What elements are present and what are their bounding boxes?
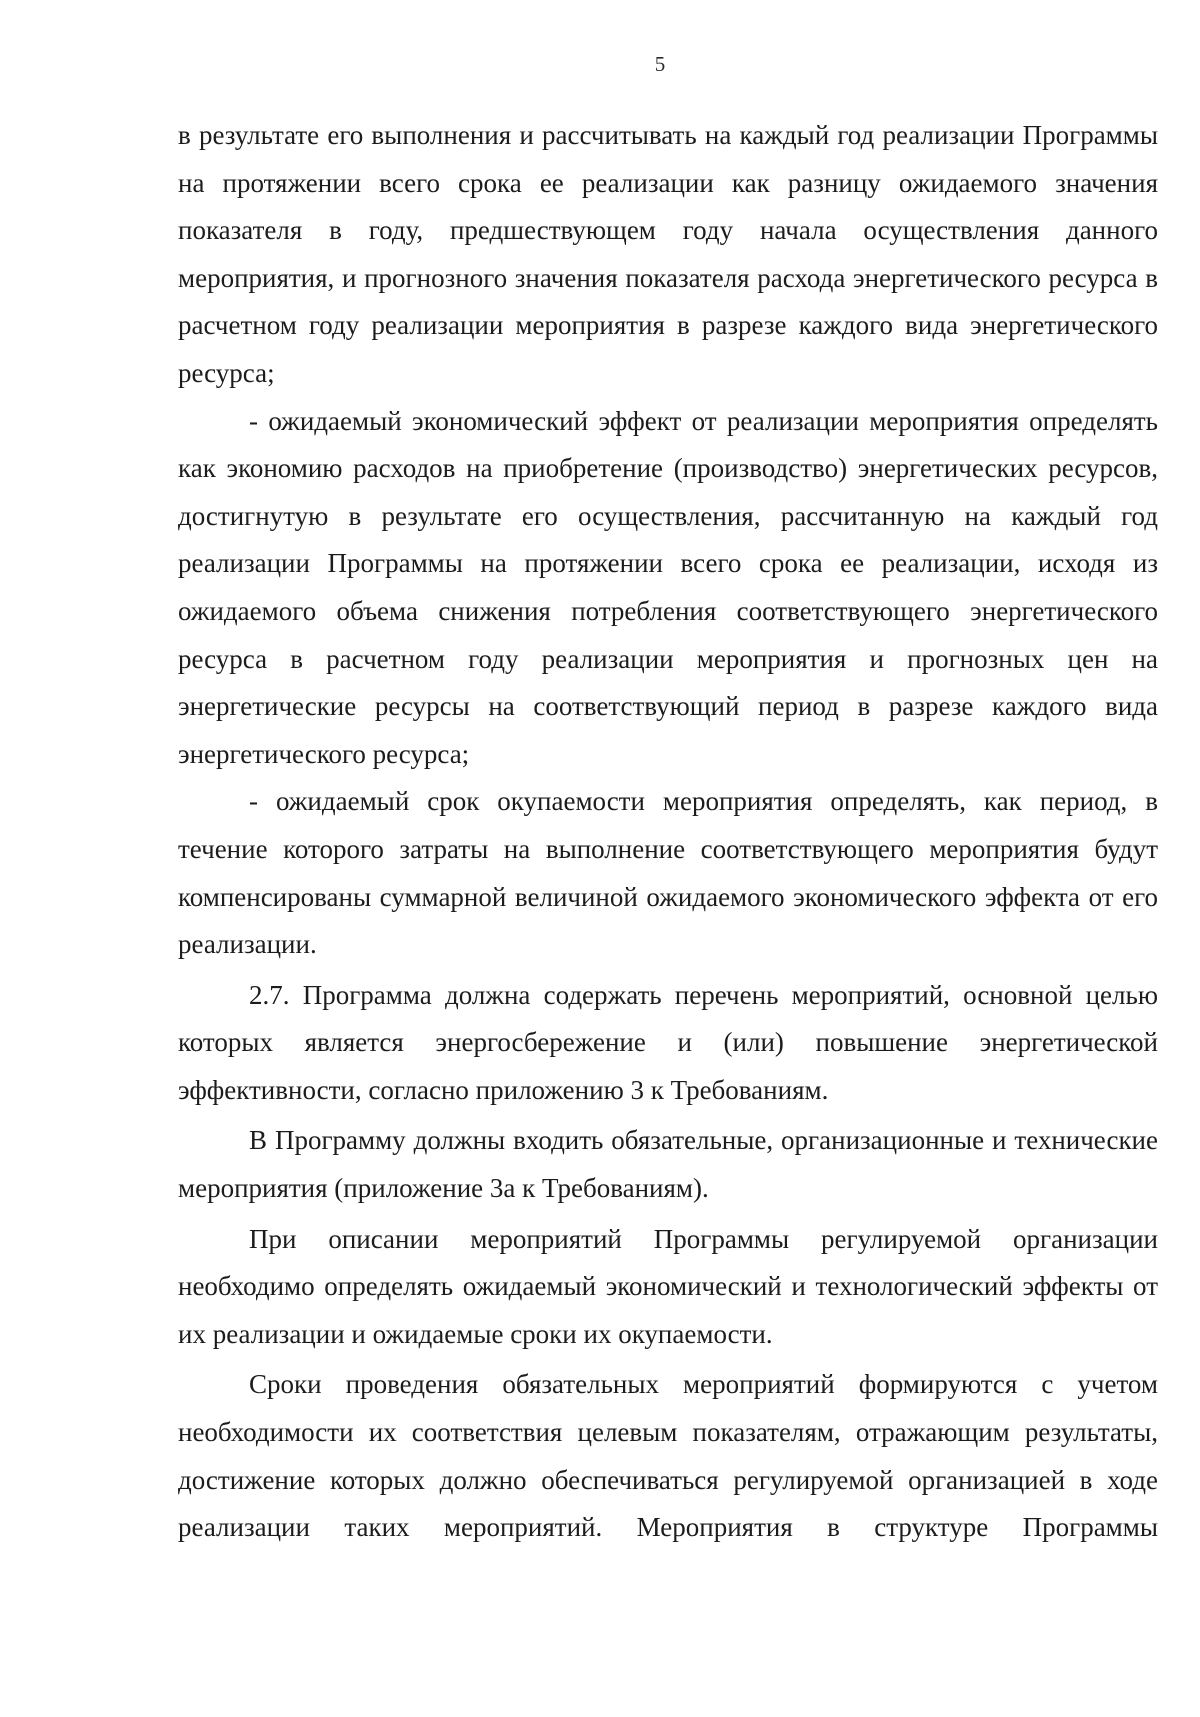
page-number: 5 bbox=[654, 52, 666, 76]
paragraph-measures-description: При описании мероприятий Программы регулируемой организации необходимо определять ожидаемый экономический и технологический эффекты от их реализации и ожидаемые сроки их окупаемости. bbox=[178, 1223, 1158, 1349]
paragraph-section-2-7: 2.7. Программа должна содержать перечень мероприятий, основной целью которых является энергосбережение и (или) повышение энергетической эффективности, согласно приложению 3 к Требованиям. bbox=[178, 979, 1158, 1105]
paragraph-mandatory-measures-timing: Сроки проведения обязательных мероприятий формируются с учетом необходимости их соответствия целевым показателям, отражающим результаты, достижение которых должно обеспечиваться регулируемой организацией в ходе реализации таких мероприятий. Мероприятия в структуре Программы bbox=[178, 1369, 1158, 1543]
paragraph-continuation: в результате его выполнения и рассчитывать на каждый год реализации Программы на протяжении всего срока ее реализации как разницу ожидаемого значения показателя в году, предшествующем году начала осуществления данного мероприятия, и прогнозного значения показателя расхода энергетического ресурса в расчетном году реализации мероприятия в разрезе каждого вида энергетического ресурса; bbox=[178, 120, 1158, 388]
document-body bbox=[178, 112, 1158, 1552]
paragraph-program-measures: В Программу должны входить обязательные, организационные и технические мероприятия (приложение 3а к Требованиям). bbox=[178, 1125, 1158, 1204]
paragraph-economic-effect: - ожидаемый экономический эффект от реализации мероприятия определять как экономию расходов на приобретение (производство) энергетических ресурсов, достигнутую в результате его осуществления, рассчитанную на каждый год реализации Программы на протяжении всего срока ее реализации, исходя из ожидаемого объема снижения потребления соответствующего энергетического ресурса в расчетном году реализации мероприятия и прогнозных цен на энергетические ресурсы на соответствующий период в разрезе каждого вида энергетического ресурса; bbox=[178, 405, 1158, 769]
paragraph-payback-period: - ожидаемый срок окупаемости мероприятия определять, как период, в течение которого затраты на выполнение соответствующего мероприятия будут компенсированы суммарной величиной ожидаемого экономического эффекта от его реализации. bbox=[178, 786, 1158, 960]
